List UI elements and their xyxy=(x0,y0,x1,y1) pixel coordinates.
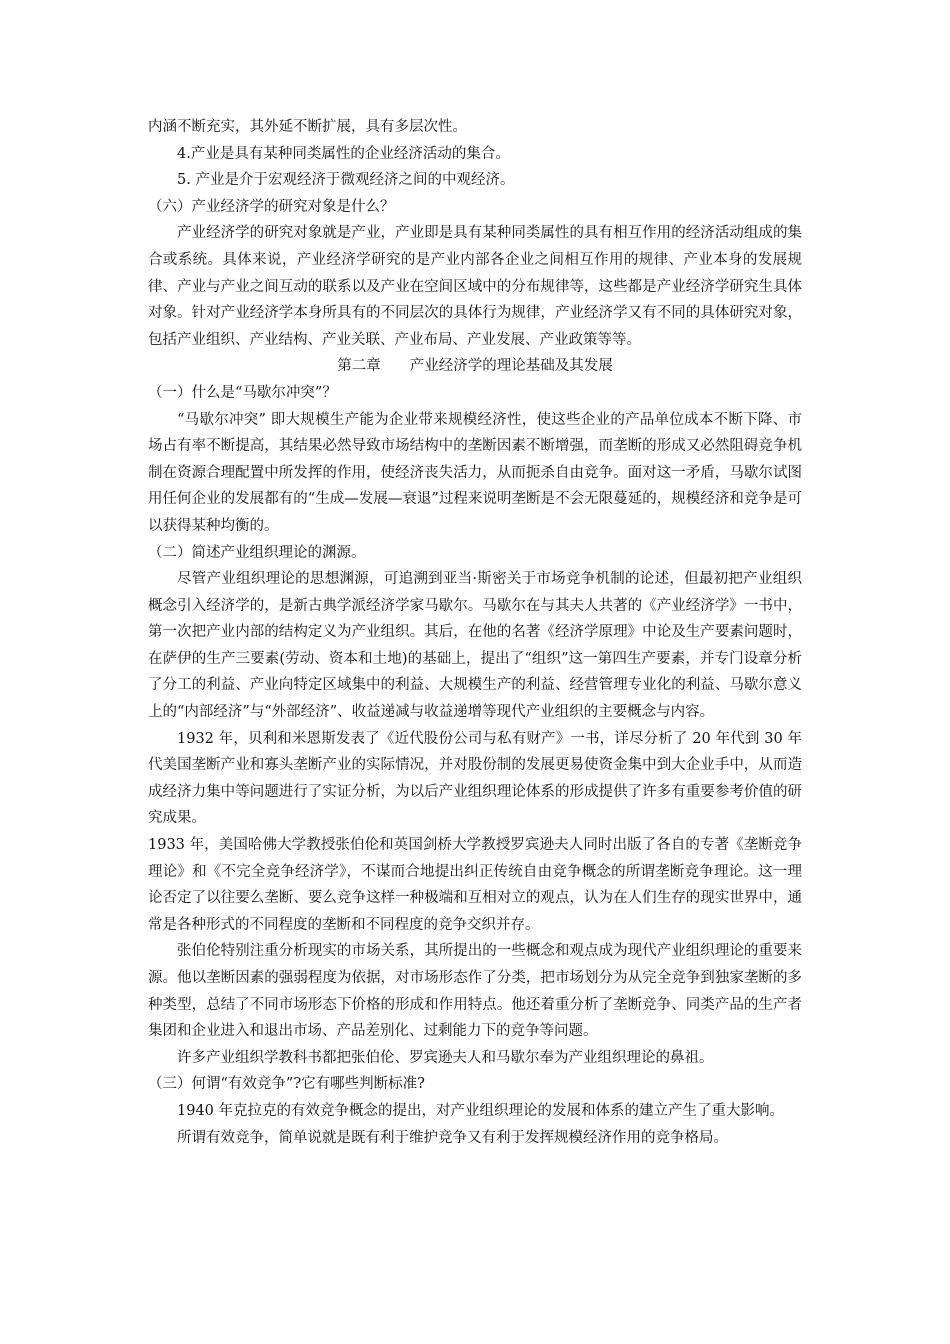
paragraph: “马歇尔冲突” 即大规模生产能为企业带来规模经济性，使这些企业的产品单位成本不断下降、市场占有率不断提高，其结果必然导致市场结构中的垄断因素不断增强，而垄断的形成又必然阻碍竞争机制在资源合理配置中所发挥的作用，使经济丧失活力，从而扼杀自由竞争。面对这一矛盾，马歇尔试图用任何企业的发展都有的“生成—发展—衰退”过程来说明垄断是不会无限蔓延的，规模经济和竞争是可以获得某种均衡的。 xyxy=(148,411,802,534)
paragraph: 1932 年，贝利和米恩斯发表了《近代股份公司与私有财产》一书，详尽分析了 20 年代到 30 年代美国垄断产业和寡头垄断产业的实际情况，并对股份制的发展更易使资金集中到大企业手中，从而造成经济力集中等问题进行了实证分析，为以后产业组织理论体系的形成提供了许多有重要参考价值的研究成果。 xyxy=(148,730,802,827)
section-heading: （三）何谓“有效竞争”?它有哪些判断标准? xyxy=(148,1076,425,1093)
chapter-title: 第二章 产业经济学的理论基础及其发展 xyxy=(337,358,613,375)
paragraph: 张伯伦特别注重分析现实的市场关系，其所提出的一些概念和观点成为现代产业组织理论的重要来源。他以垄断因素的强弱程度为依据，对市场形态作了分类，把市场划分为从完全竞争到独家垄断的多种类型，总结了不同市场形态下价格的形成和作用特点。他还着重分析了垄断竞争、同类产品的生产者集团和企业进入和退出市场、产品差别化、过剩能力下的竞争等问题。 xyxy=(148,943,802,1040)
section-heading: （一）什么是“马歇尔冲突”？ xyxy=(148,384,337,401)
list-item: 4.产业是具有某种同类属性的企业经济活动的集合。 xyxy=(177,145,510,162)
paragraph: 许多产业组织学教科书都把张伯伦、罗宾逊夫人和马歇尔奉为产业组织理论的鼻祖。 xyxy=(177,1049,714,1066)
paragraph: 内涵不断充实，其外延不断扩展，具有多层次性。 xyxy=(148,119,467,135)
section-heading: （二）简述产业组织理论的渊源。 xyxy=(148,544,366,561)
section-heading: （六）产业经济学的研究对象是什么？ xyxy=(148,198,395,215)
paragraph: 产业经济学的研究对象就是产业，产业即是具有某种同类属性的具有相互作用的经济活动组成的集合或系统。具体来说，产业经济学研究的是产业内部各企业之间相互作用的规律、产业本身的发展规律、产业与产业之间互动的联系以及产业在空间区域中的分布规律等，这些都是产业经济学研究生具体对象。针对产业经济学本身所具有的不同层次的具体行为规律，产业经济学又有不同的具体研究对象，包括产业组织、产业结构、产业关联、产业布局、产业发展、产业政策等等。 xyxy=(148,225,802,348)
paragraph: 尽管产业组织理论的思想渊源，可追溯到亚当·斯密关于市场竞争机制的论述，但最初把产业组织概念引入经济学的，是新古典学派经济学家马歇尔。马歇尔在与其夫人共著的《产业经济学》一书中，第一次把产业内部的结构定义为产业组织。其后，在他的名著《经济学原理》中论及生产要素问题时，在萨伊的生产三要素(劳动、资本和土地)的基础上，提出了“组织”这一第四生产要素，并专门设章分析了分工的利益、产业向特定区域集中的利益、大规模生产的利益、经营管理专业化的利益、马歇尔意义上的“内部经济”与“外部经济”、收益递减与收益递增等现代产业组织的主要概念与内容。 xyxy=(148,571,802,721)
list-item: 5. 产业是介于宏观经济于微观经济之间的中观经济。 xyxy=(177,172,515,189)
document-page xyxy=(148,114,802,1151)
paragraph: 1933 年，美国哈佛大学教授张伯伦和英国剑桥大学教授罗宾逊夫人同时出版了各自的专著《垄断竞争理论》和《不完全竞争经济学》，不谋而合地提出纠正传统自由竞争概念的所谓垄断竞争理论。这一理论否定了以往要么垄断、要么竞争这样一种极端和互相对立的观点，认为在人们生存的现实世界中，通常是各种形式的不同程度的垄断和不同程度的竞争交织并存。 xyxy=(148,837,802,933)
paragraph: 所谓有效竞争，简单说就是既有利于维护竞争又有利于发挥规模经济作用的竞争格局。 xyxy=(177,1129,728,1146)
paragraph: 1940 年克拉克的有效竞争概念的提出，对产业组织理论的发展和体系的建立产生了重大影响。 xyxy=(177,1102,785,1119)
